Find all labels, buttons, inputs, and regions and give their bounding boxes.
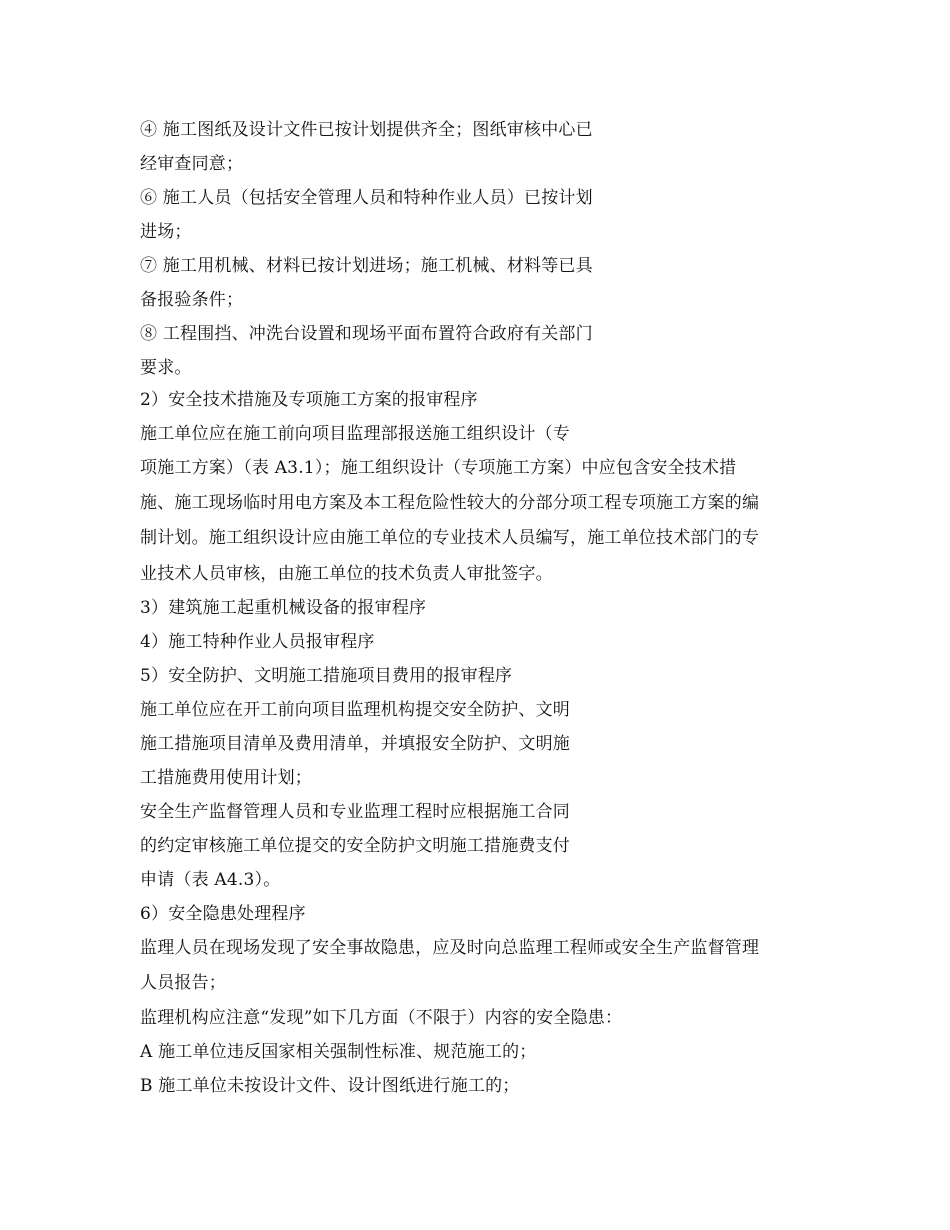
text-line: 的约定审核施工单位提交的安全防护文明施工措施费支付	[140, 836, 570, 856]
text-line: 施、施工现场临时用电方案及本工程危险性较大的分部分项工程专项施工方案的编	[140, 493, 760, 513]
text-line: 申请（表 A4.3）。	[140, 870, 281, 890]
text-line: 项施工方案）（表 A3.1）；施工组织设计（专项施工方案）中应包含安全技术措	[140, 458, 737, 478]
text-line: B 施工单位未按设计文件、设计图纸进行施工的；	[140, 1076, 520, 1096]
text-line: 施工单位应在开工前向项目监理机构提交安全防护、文明	[140, 700, 570, 720]
text-line: 安全生产监督管理人员和专业监理工程时应根据施工合同	[140, 802, 570, 822]
text-line: ⑦ 施工用机械、材料已按计划进场；施工机械、材料等已具	[140, 256, 593, 276]
text-line: 制计划。施工组织设计应由施工单位的专业技术人员编写，施工单位技术部门的专	[140, 528, 760, 548]
text-line: 进场；	[140, 222, 192, 242]
section-heading: 3）建筑施工起重机械设备的报审程序	[140, 598, 427, 618]
text-line: 工措施费用使用计划；	[140, 768, 312, 788]
text-line: 监理人员在现场发现了安全事故隐患，应及时向总监理工程师或安全生产监督管理	[140, 938, 760, 958]
text-line: ⑥ 施工人员（包括安全管理人员和特种作业人员）已按计划	[140, 188, 593, 208]
text-line: 业技术人员审核，由施工单位的技术负责人审批签字。	[140, 564, 553, 584]
section-heading: 6）安全隐患处理程序	[140, 904, 306, 924]
section-heading: 2）安全技术措施及专项施工方案的报审程序	[140, 390, 478, 410]
text-line: 经审查同意；	[140, 154, 244, 174]
text-line: 要求。	[140, 358, 192, 378]
text-line: 施工措施项目清单及费用清单，并填报安全防护、文明施	[140, 734, 570, 754]
text-line: ⑧ 工程围挡、冲洗台设置和现场平面布置符合政府有关部门	[140, 324, 593, 344]
text-line: 备报验条件；	[140, 290, 244, 310]
text-line: 人员报告；	[140, 973, 226, 993]
text-line: A 施工单位违反国家相关强制性标准、规范施工的；	[140, 1042, 537, 1062]
section-heading: 4）施工特种作业人员报审程序	[140, 632, 375, 652]
section-heading: 5）安全防护、文明施工措施项目费用的报审程序	[140, 666, 513, 686]
text-line: ④ 施工图纸及设计文件已按计划提供齐全；图纸审核中心已	[140, 120, 593, 140]
text-line: 施工单位应在施工前向项目监理部报送施工组织设计（专	[140, 424, 570, 444]
text-line: 监理机构应注意“发现”如下几方面（不限于）内容的安全隐患：	[140, 1008, 623, 1028]
